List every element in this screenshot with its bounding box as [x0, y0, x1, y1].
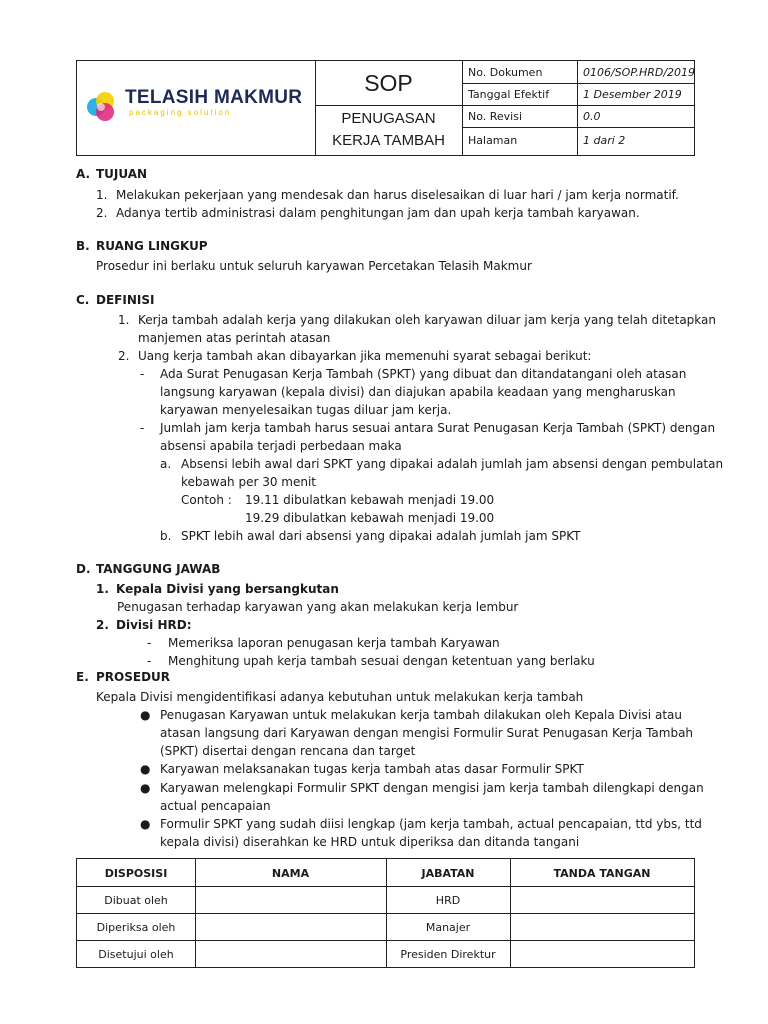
section-c-item-2: Uang kerja tambah akan dibayarkan jika memenuhi syarat sebagai berikut: — [138, 349, 592, 363]
meta-value-page: 1 dari 2 — [583, 134, 626, 147]
section-e-letter: E. — [76, 670, 89, 684]
section-b-title: RUANG LINGKUP — [96, 239, 208, 253]
section-c-dash2-line2: absensi apabila terjadi perbedaan maka — [160, 439, 402, 453]
meta-label-doc-number: No. Dokumen — [468, 66, 543, 79]
table-cell-disposisi: Dibuat oleh — [104, 894, 168, 907]
meta-value-doc-number: 0106/SOP.HRD/2019 — [583, 66, 696, 79]
section-e-title: PROSEDUR — [96, 670, 171, 684]
meta-label-revision: No. Revisi — [468, 110, 523, 123]
meta-value-revision: 0.0 — [583, 110, 601, 123]
dash-bullet: - — [147, 636, 152, 650]
table-header-jabatan: JABATAN — [421, 867, 475, 880]
section-e-heading — [76, 670, 170, 684]
section-d-title: TANGGUNG JAWAB — [96, 562, 221, 576]
section-c-letter: C. — [76, 293, 90, 307]
section-b-text: Prosedur ini berlaku untuk seluruh karyawan Percetakan Telasih Makmur — [96, 259, 532, 273]
procedure-title-line1: PENUGASAN — [341, 110, 436, 127]
procedure-title-line2: KERJA TAMBAH — [332, 132, 445, 149]
dash-bullet: - — [140, 421, 145, 435]
section-a-item-number-1: 1. — [96, 188, 108, 202]
section-d-sub2-item-2: Menghitung upah kerja tambah sesuai dengan ketentuan yang berlaku — [168, 654, 595, 668]
table-header-nama: NAMA — [271, 867, 310, 880]
section-d-sub2-title: Divisi HRD: — [116, 618, 192, 632]
table-cell-jabatan: HRD — [435, 894, 461, 907]
doc-type-label: SOP — [364, 69, 413, 96]
company-tagline: packaging solution — [129, 108, 232, 117]
section-a-title: TUJUAN — [96, 167, 148, 181]
section-c-dash1-line3: karyawan menyelesaikan tugas diluar jam kerja. — [160, 403, 452, 417]
section-c-sub-a-line2: kebawah per 30 menit — [181, 475, 317, 489]
meta-label-page: Halaman — [468, 134, 518, 147]
section-c-dash1-line2: langsung karyawan (kepala divisi) dan diajukan apabila keadaan yang mengharuskan — [160, 385, 676, 399]
table-cell-disposisi: Disetujui oleh — [98, 948, 174, 961]
bullet-icon: ● — [140, 762, 151, 776]
section-c-sub-a-line1: Absensi lebih awal dari SPKT yang dipakai adalah jumlah jam absensi dengan pembulatan — [181, 457, 724, 471]
meta-label-effective-date: Tanggal Efektif — [468, 88, 550, 101]
bullet-icon: ● — [140, 781, 151, 795]
section-d-letter: D. — [76, 562, 91, 576]
dash-bullet: - — [147, 654, 152, 668]
section-e-bullet4-line2: kepala divisi) diserahkan ke HRD untuk diperiksa dan ditanda tangani — [160, 835, 580, 849]
section-e-bullet1-line3: (SPKT) disertai dengan rencana dan target — [160, 744, 416, 758]
section-e-bullet1-line1: Penugasan Karyawan untuk melakukan kerja tambah dilakukan oleh Kepala Divisi atau — [160, 708, 682, 722]
section-a-item-2: Adanya tertib administrasi dalam penghitungan jam dan upah kerja tambah karyawan. — [116, 206, 640, 220]
section-d-sub1-title: Kepala Divisi yang bersangkutan — [116, 582, 339, 596]
section-c-item-1-line2: manjemen atas perintah atasan — [138, 331, 331, 345]
table-cell-jabatan: Presiden Direktur — [400, 948, 496, 961]
dash-bullet: - — [140, 367, 145, 381]
company-logo-icon — [83, 89, 123, 125]
company-logo-cell — [77, 61, 315, 155]
section-c-dash2-line1: Jumlah jam kerja tambah harus sesuai antara Surat Penugasan Kerja Tambah (SPKT) dengan — [160, 421, 716, 435]
bullet-icon: ● — [140, 708, 151, 722]
section-e-bullet1-line2: atasan langsung dari Karyawan dengan mengisi Formulir Surat Penugasan Kerja Tambah — [160, 726, 694, 740]
section-c-dash1-line1: Ada Surat Penugasan Kerja Tambah (SPKT) yang dibuat dan ditandatangani oleh atasan — [160, 367, 687, 381]
approval-table — [76, 858, 695, 968]
section-a-item-number-2: 2. — [96, 206, 108, 220]
section-e-bullet4-line1: Formulir SPKT yang sudah diisi lengkap (jam kerja tambah, actual pencapaian, ttd ybs, ttd — [160, 817, 702, 831]
document-header-table — [76, 60, 695, 156]
section-d-heading — [76, 562, 220, 576]
section-e-bullet2-line1: Karyawan melaksanakan tugas kerja tambah atas dasar Formulir SPKT — [160, 762, 584, 776]
sub-item-marker-a: a. — [160, 457, 172, 471]
section-e-bullet3-line2: actual pencapaian — [160, 799, 271, 813]
section-b-letter: B. — [76, 239, 90, 253]
section-e-intro: Kepala Divisi mengidentifikasi adanya kebutuhan untuk melakukan kerja tambah — [96, 690, 584, 704]
bullet-icon: ● — [140, 817, 151, 831]
section-c-item-1-line1: Kerja tambah adalah kerja yang dilakukan oleh karyawan diluar jam kerja yang telah ditetapkan — [138, 313, 716, 327]
table-cell-jabatan: Manajer — [425, 921, 471, 934]
section-b-heading — [76, 239, 208, 253]
section-d-sub-number-2: 2. — [96, 618, 109, 632]
section-d-sub1-text: Penugasan terhadap karyawan yang akan melakukan kerja lembur — [117, 600, 519, 614]
example-line-1: 19.11 dibulatkan kebawah menjadi 19.00 — [245, 493, 495, 507]
sub-item-marker-b: b. — [160, 529, 172, 543]
table-header-disposisi: DISPOSISI — [104, 867, 168, 880]
section-c-item-number-2: 2. — [118, 349, 130, 363]
section-c-heading — [76, 293, 154, 307]
table-cell-disposisi: Diperiksa oleh — [96, 921, 176, 934]
section-c-item-number-1: 1. — [118, 313, 130, 327]
section-d-sub2-item-1: Memeriksa laporan penugasan kerja tambah Karyawan — [168, 636, 500, 650]
table-header-tanda-tangan: TANDA TANGAN — [553, 867, 651, 880]
section-a-heading — [76, 167, 147, 181]
section-c-title: DEFINISI — [96, 293, 155, 307]
section-a-letter: A. — [76, 167, 91, 181]
section-c-sub-b: SPKT lebih awal dari absensi yang dipakai adalah jumlah jam SPKT — [181, 529, 581, 543]
meta-value-effective-date: 1 Desember 2019 — [583, 88, 682, 101]
example-line-2: 19.29 dibulatkan kebawah menjadi 19.00 — [245, 511, 495, 525]
section-a-item-1: Melakukan pekerjaan yang mendesak dan harus diselesaikan di luar hari / jam kerja normatif. — [116, 188, 679, 202]
company-name: TELASIH MAKMUR — [125, 87, 303, 108]
section-e-bullet3-line1: Karyawan melengkapi Formulir SPKT dengan mengisi jam kerja tambah dilengkapi dengan — [160, 781, 704, 795]
example-label: Contoh : — [181, 493, 232, 507]
section-d-sub-number-1: 1. — [96, 582, 109, 596]
procedure-title — [315, 105, 462, 155]
